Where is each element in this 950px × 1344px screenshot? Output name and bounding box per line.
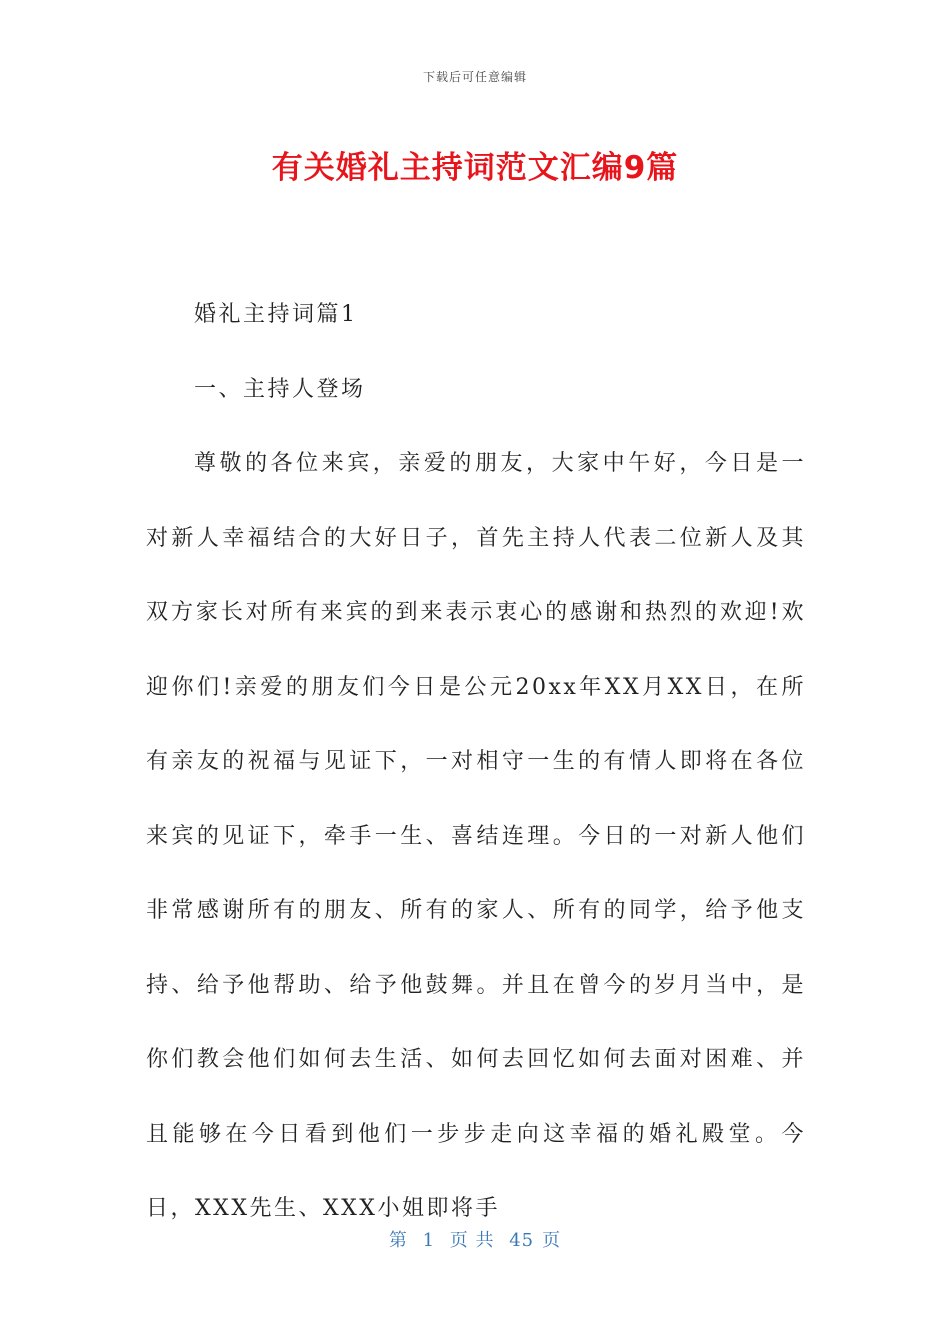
footer-suffix: 页 (542, 1230, 562, 1251)
document-body (146, 278, 806, 1247)
page-footer (0, 1226, 950, 1252)
footer-total-pages: 45 (509, 1230, 535, 1251)
subsection-heading: 一、主持人登场 (194, 376, 366, 402)
footer-prefix: 第 (388, 1230, 408, 1251)
section-heading: 婚礼主持词篇1 (194, 302, 358, 327)
document-title: 有关婚礼主持词范文汇编9篇 (271, 150, 679, 186)
footer-middle: 页 共 (449, 1230, 495, 1251)
footer-page-number: 1 (422, 1230, 436, 1251)
body-paragraph: 尊敬的各位来宾，亲爱的朋友，大家中午好，今日是一对新人幸福结合的大好日子，首先主持人代表二位新人及其双方家长对所有来宾的到来表示衷心的感谢和热烈的欢迎!欢迎你们!亲爱的朋友们今日是公元20xx年XX月XX日，在所有亲友的祝福与见证下，一对相守一生的有情人即将在各位来宾的见证下，牵手一生、喜结连理。今日的一对新人他们非常感谢所有的朋友、所有的家人、所有的同学，给予他支持、给予他帮助、给予他鼓舞。并且在曾今的岁月当中，是你们教会他们如何去生活、如何去回忆如何去面对困难、并且能够在今日看到他们一步步走向这幸福的婚礼殿堂。今日，XXX先生、XXX小姐即将手 (146, 451, 806, 1221)
header-note: 下载后可任意编辑 (422, 70, 527, 84)
